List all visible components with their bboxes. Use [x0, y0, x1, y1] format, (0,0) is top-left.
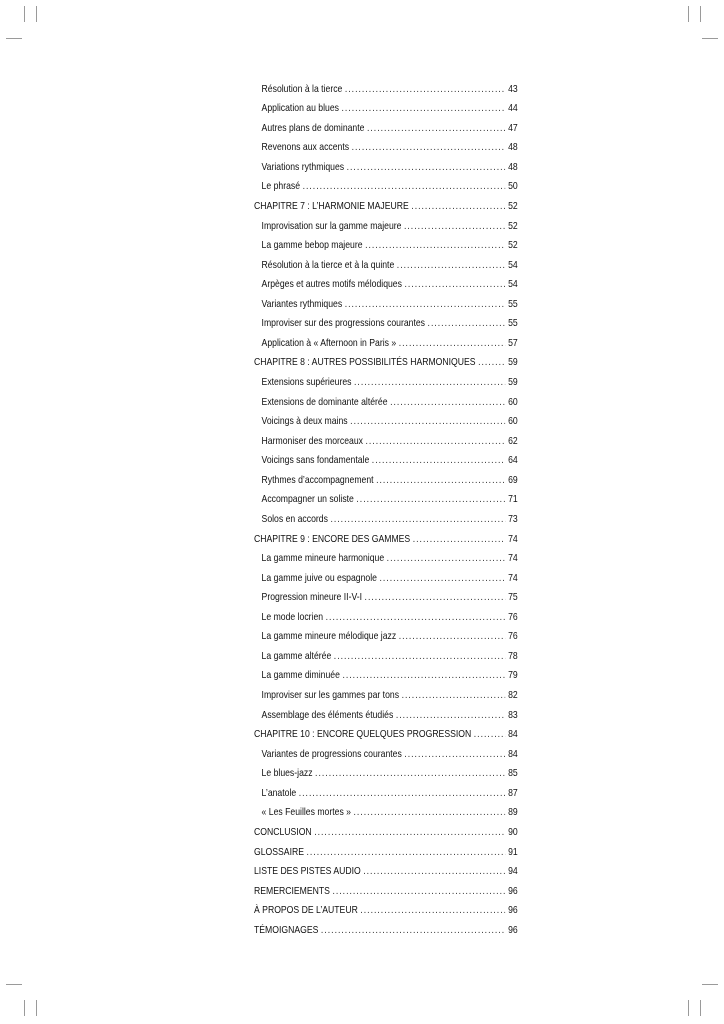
crop-mark	[700, 1000, 701, 1016]
crop-mark	[36, 1000, 37, 1016]
crop-mark	[702, 984, 718, 985]
toc-chapter-entry	[254, 858, 518, 878]
toc-entry-title: Variations rythmiques	[261, 161, 345, 173]
toc-entry-title: La gamme juive ou espagnole	[261, 572, 377, 584]
toc-chapter-entry	[254, 916, 518, 936]
toc-chapter-entry	[254, 721, 518, 741]
toc-entry-page-number: 54	[508, 259, 518, 271]
toc-section-entry	[254, 95, 518, 115]
toc-chapter-entry	[254, 349, 518, 369]
toc-chapter-entry	[254, 525, 518, 545]
toc-entry-page-number: 73	[508, 513, 518, 525]
toc-entry-page-number: 43	[508, 83, 518, 95]
dot-leader	[365, 592, 506, 603]
toc-entry-title: La gamme mineure harmonique	[261, 553, 385, 565]
toc-entry-page-number: 48	[508, 161, 518, 173]
toc-chapter-entry	[254, 192, 518, 212]
toc-entry-page-number: 84	[508, 748, 518, 760]
toc-section-entry	[254, 427, 518, 447]
toc-entry-title: Variantes de progressions courantes	[261, 748, 402, 760]
crop-mark	[702, 38, 718, 39]
toc-section-entry	[254, 232, 518, 252]
toc-entry-title: Le phrasé	[261, 181, 301, 193]
toc-entry-title: Résolution à la tierce et à la quinte	[261, 259, 395, 271]
toc-chapter-entry	[254, 897, 518, 917]
toc-entry-title: REMERCIEMENTS	[254, 885, 330, 897]
toc-entry-title: Assemblage des éléments étudiés	[261, 709, 394, 721]
toc-entry-page-number: 48	[508, 142, 518, 154]
toc-entry-title: CHAPITRE 9 : ENCORE DES GAMMES	[254, 533, 411, 545]
toc-entry-page-number: 75	[508, 592, 518, 604]
toc-section-entry	[254, 799, 518, 819]
toc-entry-page-number: 62	[508, 435, 518, 447]
toc-section-entry	[254, 329, 518, 349]
toc-entry-page-number: 69	[508, 474, 518, 486]
toc-entry-title: Autres plans de dominante	[261, 122, 365, 134]
toc-section-entry	[254, 466, 518, 486]
dot-leader	[396, 710, 505, 721]
toc-entry-page-number: 90	[508, 826, 518, 838]
toc-entry-page-number: 55	[508, 318, 518, 330]
toc-section-entry	[254, 251, 518, 271]
toc-entry-page-number: 52	[508, 220, 518, 232]
toc-chapter-entry	[254, 818, 518, 838]
dot-leader	[367, 123, 505, 134]
toc-entry-page-number: 52	[508, 200, 518, 212]
dot-leader	[402, 690, 506, 701]
toc-entry-title: CHAPITRE 7 : L’HARMONIE MAJEURE	[254, 200, 409, 212]
dot-leader	[411, 201, 505, 212]
dot-leader	[478, 357, 505, 368]
crop-mark	[688, 6, 689, 22]
dot-leader	[342, 670, 505, 681]
toc-chapter-entry	[254, 838, 518, 858]
dot-leader	[387, 553, 505, 564]
toc-entry-page-number: 74	[508, 533, 518, 545]
toc-entry-page-number: 91	[508, 846, 518, 858]
dot-leader	[404, 279, 505, 290]
toc-entry-page-number: 74	[508, 572, 518, 584]
toc-entry-page-number: 96	[508, 924, 518, 936]
dot-leader	[354, 807, 506, 818]
dot-leader	[299, 788, 505, 799]
dot-leader	[345, 84, 505, 95]
toc-entry-page-number: 82	[508, 690, 518, 701]
dot-leader	[332, 886, 505, 897]
toc-section-entry	[254, 760, 518, 780]
toc-chapter-entry	[254, 877, 518, 897]
toc-section-entry	[254, 368, 518, 388]
toc-section-entry	[254, 173, 518, 193]
toc-section-entry	[254, 779, 518, 799]
dot-leader	[314, 827, 505, 838]
toc-section-entry	[254, 310, 518, 330]
toc-entry-title: Extensions supérieures	[261, 377, 352, 388]
toc-entry-title: Extensions de dominante altérée	[261, 396, 388, 408]
toc-entry-page-number: 89	[508, 807, 518, 819]
toc-entry-title: TÉMOIGNAGES	[254, 924, 319, 936]
dot-leader	[347, 162, 506, 173]
toc-entry-title: La gamme bebop majeure	[261, 240, 363, 252]
toc-entry-page-number: 71	[508, 494, 518, 506]
dot-leader	[363, 866, 505, 877]
toc-entry-page-number: 44	[508, 103, 518, 115]
toc-entry-title: À PROPOS DE L’AUTEUR	[254, 905, 358, 917]
dot-leader	[356, 494, 505, 505]
toc-entry-page-number: 60	[508, 416, 518, 428]
toc-entry-page-number: 54	[508, 279, 518, 291]
toc-entry-title: Improvisation sur la gamme majeure	[261, 220, 402, 232]
crop-mark	[6, 984, 22, 985]
toc-entry-page-number: 47	[508, 122, 518, 134]
dot-leader	[352, 142, 506, 153]
dot-leader	[390, 397, 505, 408]
toc-entry-title: La gamme diminuée	[261, 670, 340, 682]
crop-mark	[36, 6, 37, 22]
toc-entry-title: Harmoniser des morceaux	[261, 435, 363, 447]
toc-entry-title: La gamme altérée	[261, 650, 332, 662]
dot-leader	[326, 612, 506, 623]
toc-section-entry	[254, 153, 518, 173]
crop-mark	[6, 38, 22, 39]
toc-entry-page-number: 94	[508, 866, 518, 878]
dot-leader	[342, 103, 506, 114]
toc-entry-title: Arpèges et autres motifs mélodiques	[261, 279, 402, 291]
crop-mark	[24, 6, 25, 22]
toc-entry-title: CONCLUSION	[254, 826, 312, 838]
toc-entry-page-number: 78	[508, 650, 518, 662]
dot-leader	[399, 631, 505, 642]
toc-entry-page-number: 57	[508, 337, 518, 349]
toc-entry-page-number: 87	[508, 787, 518, 799]
crop-mark	[24, 1000, 25, 1016]
toc-entry-page-number: 60	[508, 396, 518, 408]
dot-leader	[474, 729, 505, 740]
toc-entry-page-number: 96	[508, 905, 518, 917]
toc-entry-page-number: 76	[508, 631, 518, 643]
dot-leader	[413, 534, 505, 545]
toc-section-entry	[254, 271, 518, 291]
toc-entry-page-number: 64	[508, 455, 518, 467]
toc-section-entry	[254, 134, 518, 154]
toc-entry-title: L’anatole	[261, 787, 297, 799]
toc-entry-page-number: 79	[508, 670, 518, 682]
dot-leader	[376, 475, 505, 486]
toc-entry-title: GLOSSAIRE	[254, 846, 304, 858]
toc-entry-title: Solos en accords	[261, 513, 328, 525]
toc-entry-page-number: 85	[508, 768, 518, 780]
toc-section-entry	[254, 447, 518, 467]
dot-leader	[366, 436, 506, 447]
toc-section-entry	[254, 75, 518, 95]
dot-leader	[365, 240, 505, 251]
toc-entry-title: Revenons aux accents	[261, 142, 350, 154]
dot-leader	[303, 181, 506, 192]
toc-entry-title: Résolution à la tierce	[261, 83, 343, 95]
toc-section-entry	[254, 662, 518, 682]
crop-mark	[700, 6, 701, 22]
toc-entry-title: Progression mineure II-V-I	[261, 592, 363, 604]
toc-entry-title: Improviser sur les gammes par tons	[261, 690, 400, 701]
toc-entry-title: Le mode locrien	[261, 611, 324, 623]
crop-mark	[688, 1000, 689, 1016]
dot-leader	[330, 514, 505, 525]
toc-entry-title: Le blues-jazz	[261, 768, 313, 780]
dot-leader	[379, 573, 505, 584]
dot-leader	[354, 377, 505, 388]
toc-entry-page-number: 59	[508, 357, 518, 369]
toc-entry-page-number: 96	[508, 885, 518, 897]
toc-entry-page-number: 59	[508, 377, 518, 388]
toc-entry-title: CHAPITRE 8 : AUTRES POSSIBILITÉS HARMONIQUES	[254, 357, 476, 369]
toc-section-entry	[254, 388, 518, 408]
toc-entry-page-number: 55	[508, 298, 518, 310]
toc-entry-title: LISTE DES PISTES AUDIO	[254, 866, 361, 878]
toc-section-entry	[254, 681, 518, 701]
toc-entry-page-number: 50	[508, 181, 518, 193]
dot-leader	[428, 318, 506, 329]
toc-section-entry	[254, 212, 518, 232]
dot-leader	[321, 925, 505, 936]
toc-section-entry	[254, 114, 518, 134]
dot-leader	[404, 221, 505, 232]
toc-entry-page-number: 76	[508, 611, 518, 623]
toc-entry-page-number: 74	[508, 553, 518, 565]
dot-leader	[399, 338, 505, 349]
dot-leader	[360, 905, 505, 916]
dot-leader	[307, 847, 506, 858]
toc-section-entry	[254, 545, 518, 565]
toc-section-entry	[254, 486, 518, 506]
dot-leader	[372, 455, 505, 466]
dot-leader	[404, 749, 505, 760]
dot-leader	[334, 651, 505, 662]
toc-section-entry	[254, 564, 518, 584]
toc-section-entry	[254, 290, 518, 310]
toc-section-entry	[254, 505, 518, 525]
toc-section-entry	[254, 584, 518, 604]
toc-entry-title: Rythmes d’accompagnement	[261, 474, 374, 486]
dot-leader	[397, 260, 505, 271]
toc-entry-title: Voicings sans fondamentale	[261, 455, 370, 467]
toc-entry-title: Accompagner un soliste	[261, 494, 354, 506]
toc-entry-page-number: 84	[508, 729, 518, 741]
toc-section-entry	[254, 642, 518, 662]
toc-entry-page-number: 83	[508, 709, 518, 721]
table-of-contents	[254, 75, 518, 936]
toc-entry-title: Application au blues	[261, 103, 339, 115]
toc-entry-page-number: 52	[508, 240, 518, 252]
toc-entry-title: Variantes rythmiques	[261, 298, 343, 310]
toc-entry-title: Improviser sur des progressions courantes	[261, 318, 426, 330]
toc-entry-title: Application à « Afternoon in Paris »	[261, 337, 397, 349]
toc-section-entry	[254, 623, 518, 643]
toc-section-entry	[254, 603, 518, 623]
dot-leader	[345, 299, 505, 310]
toc-section-entry	[254, 701, 518, 721]
toc-entry-title: « Les Feuilles mortes »	[261, 807, 351, 819]
toc-section-entry	[254, 408, 518, 428]
toc-entry-title: Voicings à deux mains	[261, 416, 348, 428]
dot-leader	[315, 768, 505, 779]
toc-entry-title: CHAPITRE 10 : ENCORE QUELQUES PROGRESSION	[254, 729, 472, 741]
toc-section-entry	[254, 740, 518, 760]
toc-entry-title: La gamme mineure mélodique jazz	[261, 631, 397, 643]
dot-leader	[350, 416, 505, 427]
